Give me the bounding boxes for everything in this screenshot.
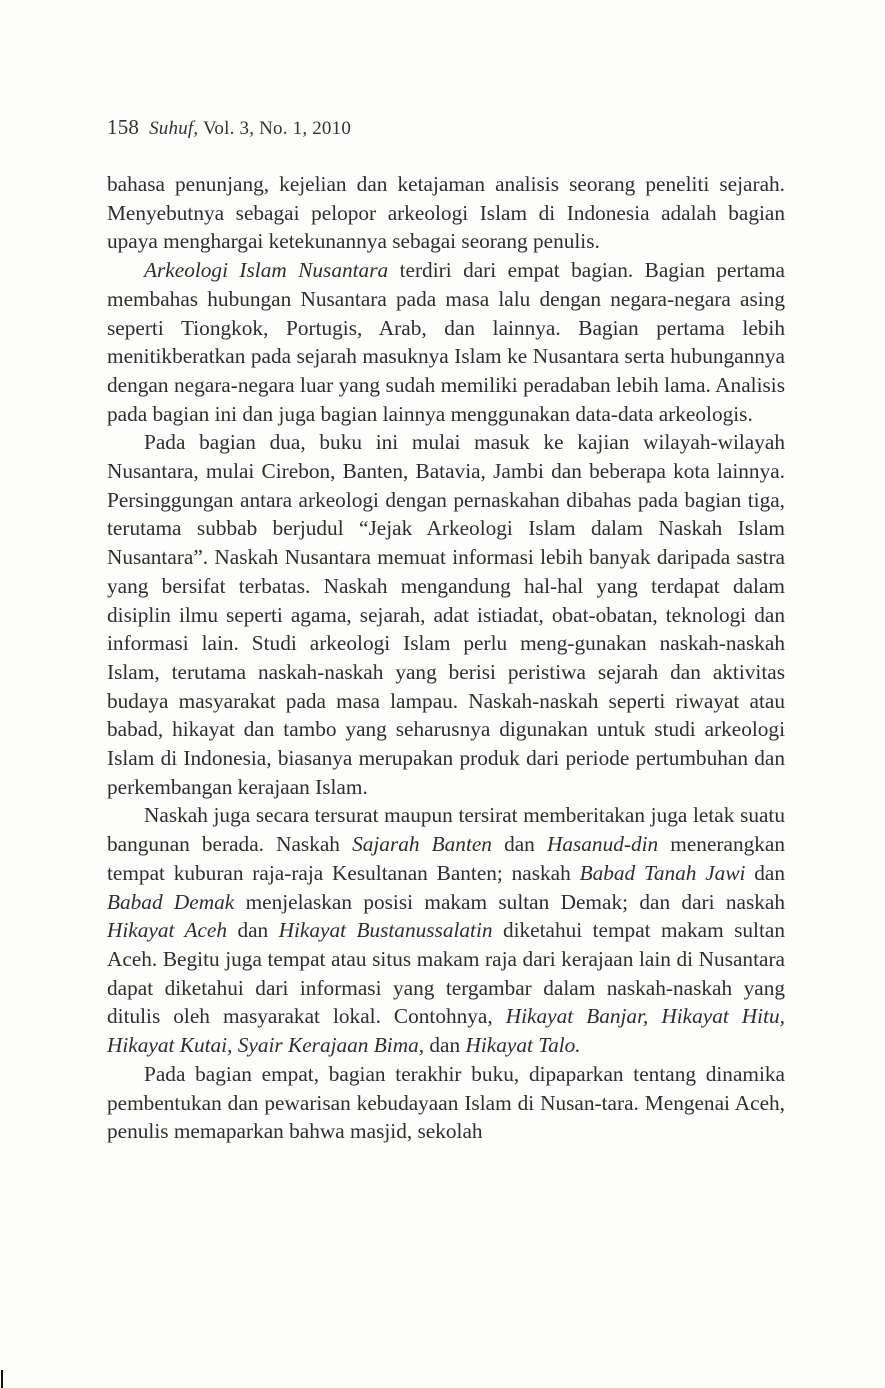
journal-title: Suhuf, [149,118,199,139]
paragraph-4-segment: dan [424,1033,466,1058]
paragraph-4-segment: dan [227,918,279,943]
paragraph-4-segment: Naskah juga secara tersurat maupun tersirat memberitakan juga letak suatu bangunan berada. Naskah [107,803,785,857]
manuscript-title: Hikayat Talo. [465,1033,581,1058]
paragraph-4-segment: menjelaskan posisi makam sultan Demak; dan dari naskah [234,889,785,914]
volume-info: Vol. 3, No. 1, 2010 [202,118,352,139]
paragraph-2 [107,256,785,428]
paragraph-4-segment: dan [491,832,547,857]
manuscript-title: Hikayat Bustanussalatin [278,918,493,943]
paragraph-5 [107,1060,785,1146]
paragraph-4-segment: dan [745,860,785,885]
paragraph-3 [107,428,785,801]
manuscript-title: Hikayat Banjar, Hikayat Hitu, Hikayat Kutai, Syair Kerajaan Bima, [107,1004,785,1058]
paragraph-3-text: Pada bagian dua, buku ini mulai masuk ke kajian wilayah-wilayah Nusantara, mulai Cirebon, Banten, Batavia, Jambi dan beberapa kota lainnya. Persinggungan antara arkeologi dengan pernaskahan dibahas pada bagian tiga, terutama subbab berjudul “Jejak Arkeologi Islam dalam Naskah Islam Nusantara”. Naskah Nusantara memuat informasi lebih banyak daripada sastra yang bersifat terbatas. Naskah mengandung hal-hal yang terdapat dalam disiplin ilmu seperti agama, sejarah, adat istiadat, obat-obatan, teknologi dan informasi lain. Studi arkeologi Islam perlu meng-gunakan naskah-naskah Islam, terutama naskah-naskah yang berisi peristiwa sejarah dan aktivitas budaya masyarakat pada masa lampau. Naskah-naskah seperti riwayat atau babad, hikayat dan tambo yang seharusnya digunakan untuk studi arkeologi Islam di Indonesia, biasanya merupakan produk dari periode pertumbuhan dan perkembangan kerajaan Islam. [107,430,785,799]
paragraph-1 [107,170,785,256]
manuscript-title: Hasanud-din [546,832,659,857]
article-body [107,170,785,1146]
book-title: Arkeologi Islam Nusantara [144,258,389,283]
manuscript-title: Babad Demak [107,889,235,914]
paragraph-4 [107,801,785,1059]
running-header [107,115,351,140]
page-number: 158 [107,115,140,139]
paragraph-5-text: Pada bagian empat, bagian terakhir buku, dipaparkan tentang dinamika pembentukan dan pewarisan kebudayaan Islam di Nusan-tara. Mengenai Aceh, penulis memaparkan bahwa masjid, sekolah [107,1061,785,1144]
manuscript-title: Sajarah Banten [352,832,492,857]
scan-edge-mark [1,1370,3,1388]
paragraph-4-segment: diketahui tempat makam sultan Aceh. Begitu juga tempat atau situs makam raja dari kerajaan lain di Nusantara dapat diketahui dari informasi yang tergambar dalam naskah-naskah yang ditulis oleh masyarakat lokal. Contohnya, [107,918,785,1029]
paragraph-4-segment: menerangkan tempat kuburan raja-raja Kesultanan Banten; naskah [107,832,785,885]
paragraph-2-text: terdiri dari empat bagian. Bagian pertama membahas hubungan Nusantara pada masa lalu dengan negara-negara asing seperti Tiongkok, Portugis, Arab, dan lainnya. Bagian pertama lebih menitikberatkan pada sejarah masuknya Islam ke Nusantara serta hubungannya dengan negara-negara luar yang sudah memiliki peradaban lebih lama. Analisis pada bagian ini dan juga bagian lainnya menggunakan data-data arkeologis. [107,258,785,426]
manuscript-title: Babad Tanah Jawi [579,860,746,885]
manuscript-title: Hikayat Aceh [107,918,228,943]
paragraph-1-text: bahasa penunjang, kejelian dan ketajaman analisis seorang peneliti sejarah. Menyebutnya sebagai pelopor arkeologi Islam di Indonesia adalah bagian upaya menghargai ketekunannya sebagai seorang penulis. [107,172,785,254]
